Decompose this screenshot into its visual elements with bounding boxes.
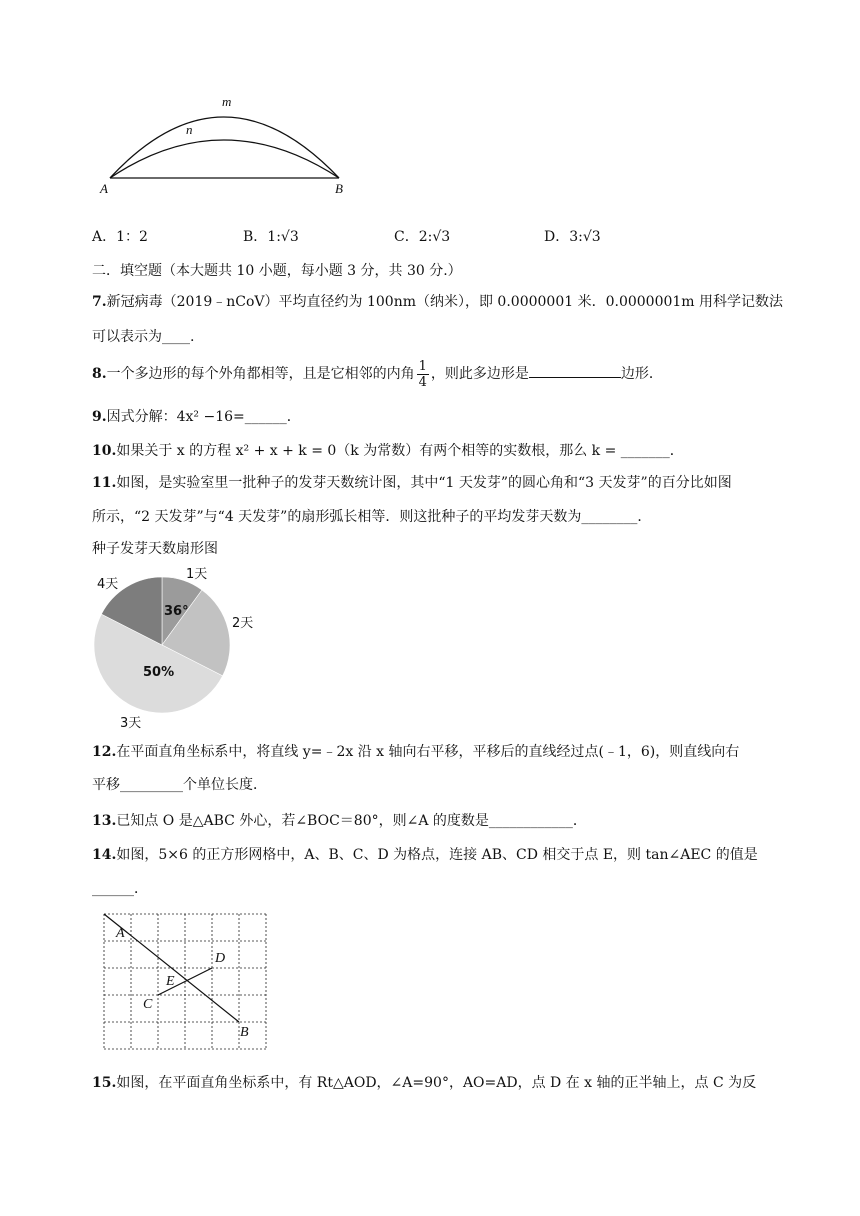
option-b: B．1:√3 bbox=[243, 229, 299, 245]
point-label-b: B bbox=[335, 181, 343, 196]
point-label-a: A bbox=[100, 181, 108, 196]
arc-m bbox=[110, 117, 339, 178]
option-d: D．3:√3 bbox=[544, 229, 601, 245]
option-c: C．2:√3 bbox=[394, 229, 451, 245]
grid-label-b: B bbox=[240, 1025, 249, 1040]
question-11-line1: 11.如图，是实验室里一批种子的发芽天数统计图，其中“1 天发芽”的圆心角和“3 天发芽”的百分比如图 bbox=[92, 475, 732, 491]
question-15: 15.如图，在平面直角坐标系中，有 Rt△AOD，∠A=90°，AO=AD，点 D 在 x 轴的正半轴上，点 C 为反 bbox=[92, 1075, 757, 1091]
fraction-one-quarter: $\frac{1}{4}$ bbox=[418, 358, 427, 390]
option-a: A．1：2 bbox=[92, 229, 148, 245]
grid-label-e: E bbox=[166, 974, 175, 989]
arc-label-m: m bbox=[222, 94, 232, 109]
grid-label-c: C bbox=[143, 997, 153, 1012]
grid-label-a: A bbox=[116, 926, 125, 941]
question-12-line1: 12.在平面直角坐标系中，将直线 y=﹣2x 沿 x 轴向右平移，平移后的直线经过点(﹣1，6)，则直线向右 bbox=[92, 744, 740, 760]
pie-percent-50: 50% bbox=[143, 665, 175, 680]
arc-n bbox=[110, 140, 339, 178]
question-10: 10.如果关于 x 的方程 x² + x + k = 0（k 为常数）有两个相等的实数根，那么 k = _______． bbox=[92, 443, 684, 459]
question-11-line2: 所示，“2 天发芽”与“4 天发芽”的扇形弧长相等．则这批种子的平均发芽天数为________． bbox=[92, 509, 652, 525]
pie-label-4day: 4天 bbox=[97, 577, 119, 592]
question-7-line1: 7.新冠病毒（2019﹣nCoV）平均直径约为 100nm（纳米），即 0.0000001 米．0.0000001m 用科学记数法 bbox=[92, 294, 784, 310]
question-14-line1: 14.如图，5×6 的正方形网格中，A、B、C、D 为格点，连接 AB、CD 相交于点 E，则 tan∠AEC 的值是 bbox=[92, 847, 758, 863]
question-8: 8.一个多边形的每个外角都相等，且是它相邻的内角 $\frac{1}{4}$ ，则此多边形是 边形． bbox=[92, 358, 663, 390]
question-13: 13.已知点 O 是△ABC 外心，若∠BOC＝80°，则∠A 的度数是____________． bbox=[92, 813, 587, 829]
question-7-line2: 可以表示为____. bbox=[92, 329, 195, 345]
pie-label-1day: 1天 bbox=[186, 567, 208, 582]
pie-label-3day: 3天 bbox=[120, 716, 142, 731]
section-title: 二．填空题（本大题共 10 小题，每小题 3 分，共 30 分.） bbox=[92, 263, 462, 279]
question-12-line2: 平移_________个单位长度． bbox=[92, 777, 267, 793]
arc-label-n: n bbox=[186, 122, 193, 137]
question-9: 9.因式分解：4x² −16=______． bbox=[92, 409, 301, 425]
question-14-line2: ______． bbox=[92, 881, 148, 897]
pie-angle-36: 36° bbox=[164, 604, 189, 619]
pie-chart bbox=[92, 575, 232, 715]
pie-chart-title: 种子发芽天数扇形图 bbox=[92, 541, 218, 557]
grid-label-d: D bbox=[215, 951, 226, 966]
pie-label-2day: 2天 bbox=[232, 616, 254, 631]
